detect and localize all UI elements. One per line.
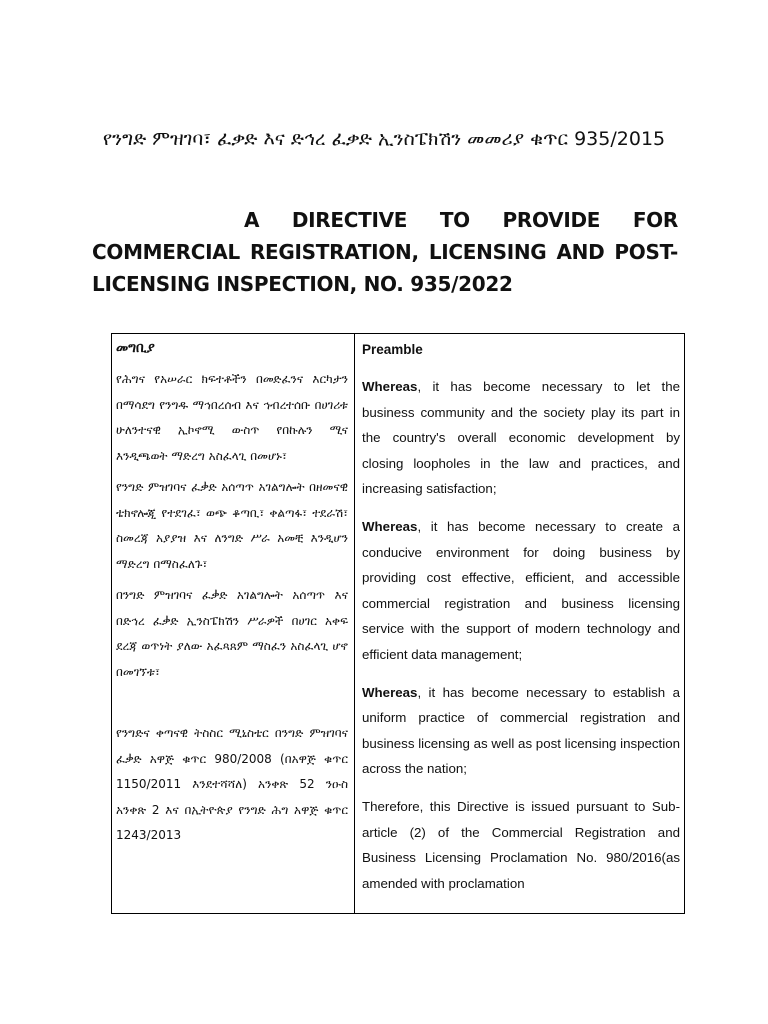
english-paragraph-1 bbox=[362, 374, 680, 502]
english-column bbox=[362, 334, 680, 913]
english-paragraph-2-text: , it has become necessary to create a conducive environment for doing business by providing cost effective, efficient, and accessible commercial registration and business licensing service with the support of modern technology and efficient data management; bbox=[362, 518, 680, 662]
whereas-lead-3: Whereas bbox=[362, 684, 418, 700]
english-paragraph-4-text: Therefore, this Directive is issued pursuant to Sub-article (2) of the Commercial Registration and Business Licensing Proclamation No. 980/2016(as amended with proclamation bbox=[362, 798, 680, 891]
english-paragraph-2 bbox=[362, 514, 680, 668]
english-paragraph-1-text: , it has become necessary to let the business community and the society play its part in the country's overall economic development by closing loopholes in the law and practices, and increasing satisfaction; bbox=[362, 379, 680, 497]
english-paragraph-3 bbox=[362, 680, 680, 782]
whereas-lead-1: Whereas bbox=[362, 379, 418, 394]
column-divider bbox=[354, 334, 355, 913]
amharic-title: የንግድ ምዝገባ፣ ፈቃድ እና ድኅረ ፈቃድ ኢንስፔክሽን መመሪያ ቁጥር 935/2015 bbox=[102, 128, 666, 150]
whereas-lead-2: Whereas bbox=[362, 518, 418, 534]
english-title-text: A DIRECTIVE TO PROVIDE FOR COMMERCIAL REGISTRATION, LICENSING AND POST-LICENSING INSPECTION, NO. 935/2022 bbox=[92, 208, 678, 296]
amharic-paragraph-2: የንግድ ምዝገባና ፈቃድ አሰጣጥ አገልግሎት በዘመናዊ ቴክኖሎጂ የተደገፈ፣ ወጭ ቆጣቢ፣ ቀልጣፋ፣ ተደራሽ፣ ስመረጃ አያያዝ እና ለንግድ ሥራ አመቺ እንዲሆን ማድረግ በማስፈለጉ፣ bbox=[116, 480, 348, 571]
amharic-paragraph-3: በንግድ ምዝገባና ፈቃድ አገልግሎት አሰጣጥ እና በድኅረ ፈቃድ ኢንስፔክሽን ሥራዎች በሀገር አቀፍ ደረጃ ወጥነት ያለው አፈጻጸም ማስፈን አስፈላጊ ሆኖ በመገኘቱ፣ bbox=[116, 588, 348, 679]
english-paragraph-3-text: , it has become necessary to establish a uniform practice of commercial registration and business licensing as well as post licensing inspection across the nation; bbox=[362, 684, 680, 777]
amharic-column-header: መግቢያ bbox=[116, 340, 155, 356]
english-column-header: Preamble bbox=[362, 342, 423, 357]
amharic-paragraph-1: የሕግና የአሠራር ክፍተቶችን በመድፈንና እርካታን በማሳደግ የንግዱ ማኅበረሰብ እና ኅብረተሰቡ በሀገሪቱ ሁለንተናዊ ኢኮኖሚ ውስጥ የበኩሉን ሚና እንዲጫወት ማድረግ አስፈላጊ በመሆኑ፣ bbox=[116, 372, 348, 463]
amharic-column bbox=[116, 334, 348, 913]
english-title bbox=[92, 204, 678, 300]
amharic-paragraph-4: የንግድና ቀጣናዊ ትስስር ሚኒስቴር በንግድ ምዝገባና ፈቃድ አዋጅ ቁጥር 980/2008 (በአዋጅ ቁጥር 1150/2011 እንደተሻሻለ) አንቀጽ 52 ንዑስ አንቀጽ 2 እና በኢትዮጵያ የንግድ ሕግ አዋጅ ቁጥር 1243/2013 bbox=[116, 726, 348, 842]
english-paragraph-4 bbox=[362, 794, 680, 896]
bilingual-table bbox=[111, 333, 685, 914]
